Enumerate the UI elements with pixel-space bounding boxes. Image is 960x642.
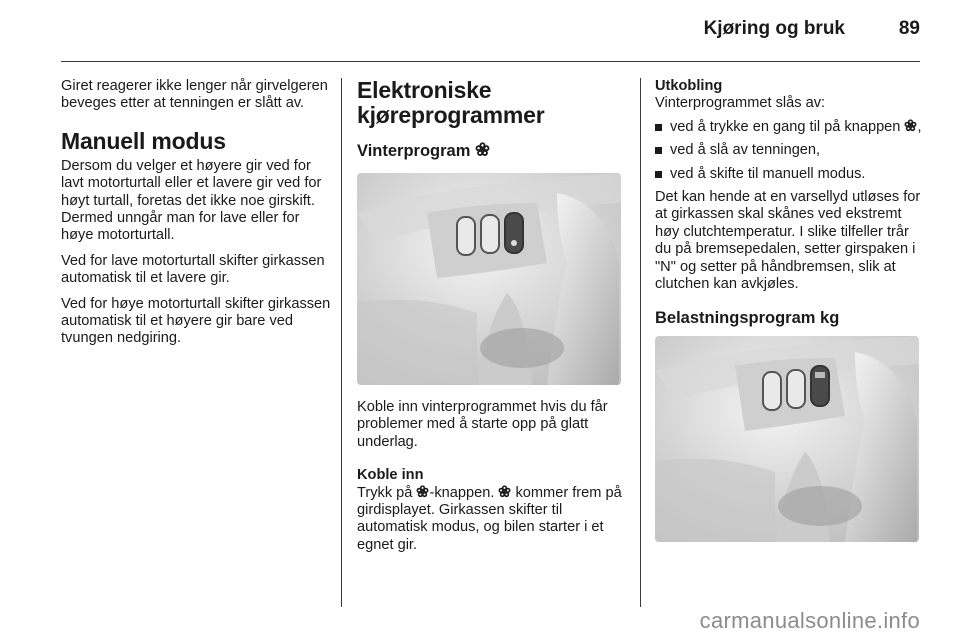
section-title: Kjøring og bruk — [703, 18, 845, 39]
column-divider-1 — [341, 78, 342, 607]
subheading-text: Vinterprogram — [357, 142, 471, 160]
column-1 — [61, 78, 331, 356]
paragraph: Ved for høye motorturtall skifter girkassen automatisk til et høyere gir bare ved tvungen nedgiring. — [61, 295, 331, 347]
heading-elektroniske-kjoreprogrammer: Elektroniske kjøreprogrammer — [357, 77, 545, 128]
koble-inn-paragraph — [357, 485, 627, 555]
text-span: ved å slå av tenningen, — [670, 142, 821, 159]
list-item — [655, 119, 925, 136]
snowflake-flower-icon — [416, 485, 429, 498]
utkobling-intro: Vinterprogrammet slås av: — [655, 95, 826, 112]
load-button-photo — [655, 336, 919, 542]
column-divider-2 — [640, 78, 641, 607]
page-header — [0, 0, 960, 62]
paragraph: Ved for lave motorturtall skifter girkassen automatisk til et lavere gir. — [61, 252, 325, 287]
winter-button-photo — [357, 173, 621, 385]
square-bullet — [655, 124, 662, 131]
heading-manuell-modus: Manuell modus — [61, 127, 226, 154]
snowflake-flower-icon — [475, 142, 490, 157]
square-bullet — [655, 171, 662, 178]
paragraph: Dersom du velger et høyere gir ved for lavt motorturtall eller et lavere gir ved for høyt turtall, foretas det ikke noe girskift. Dermed unngår man for lave eller for høye motorturtall. — [61, 157, 322, 244]
utkobling-list — [655, 119, 925, 183]
paragraph: Det kan hende at en varsellyd utløses for at girkassen skal skånes ved ekstremt høy clutchtemperatur. I slike tilfeller trår du på bremsepedalen, setter girspaken i "N" og setter på håndbremsen, slik at clutchen kan avkjøles. — [655, 189, 921, 293]
square-bullet — [655, 147, 662, 154]
subheading-vinterprogram — [357, 142, 627, 161]
column-2 — [357, 78, 627, 562]
text-span: ved å skifte til manuell modus. — [670, 165, 866, 182]
text-span: -knappen. — [429, 484, 499, 501]
list-item — [655, 142, 925, 159]
page-number: 89 — [898, 18, 920, 39]
intro-paragraph: Giret reagerer ikke lenger når girvelgeren beveges etter at tenningen er slått av. — [61, 78, 328, 112]
list-item — [655, 166, 925, 183]
column-3 — [655, 78, 925, 542]
text-span: , — [917, 118, 922, 135]
subheading-koble-inn: Koble inn — [357, 467, 424, 484]
subheading-belastningsprogram: Belastningsprogram kg — [655, 309, 840, 328]
snowflake-flower-icon — [498, 485, 511, 498]
watermark: carmanualsonline.info — [699, 608, 920, 633]
subheading-utkobling: Utkobling — [655, 78, 723, 94]
text-span: Trykk på — [357, 484, 417, 501]
text-span: kommer frem på girdisplayet. Girkassen skifter til automatisk modus, og bilen starter i et egnet gir. — [357, 484, 622, 553]
snowflake-flower-icon — [904, 119, 917, 132]
caption-paragraph: Koble inn vinterprogrammet hvis du får problemer med å starte opp på glatt underlag. — [357, 399, 608, 450]
text-span: ved å trykke en gang til på knappen — [670, 118, 905, 135]
header-divider — [61, 61, 920, 62]
